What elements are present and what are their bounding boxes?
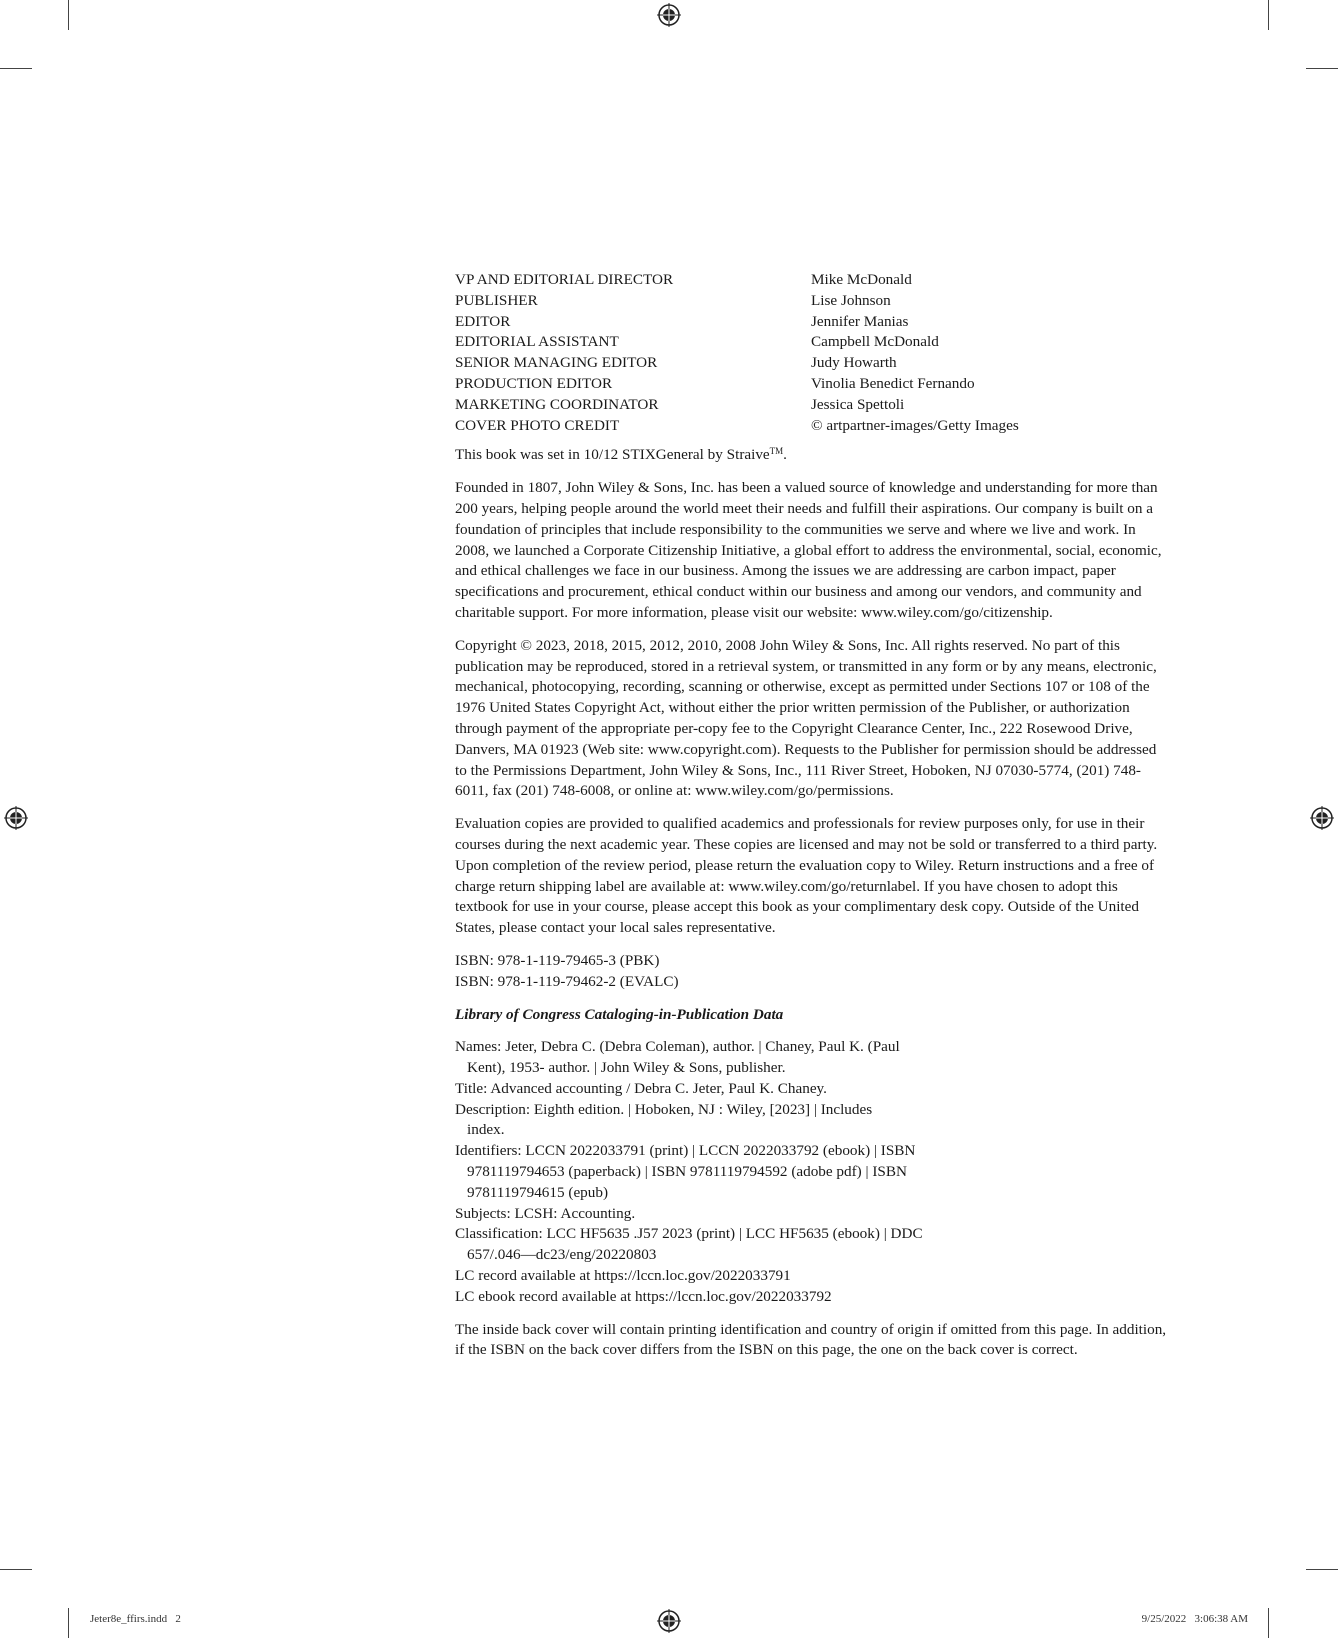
credit-role: EDITORIAL ASSISTANT	[455, 333, 619, 351]
evaluation-paragraph: Evaluation copies are provided to qualified academics and professionals for review purposes only, for use in their courses during the next academic year. These copies are licensed and may not be sold or transferred to a third party. Upon completion of the review period, please return the evaluation copy to Wiley. Return instructions and a free of charge return shipping label are available at: www.wiley.com/go/returnlabel. If you have chosen to adopt this textbook for use in your course, please accept this book as your complimentary desk copy. Outside of the United States, please contact your local sales representative.	[455, 815, 1158, 937]
crop-mark-top-right-h	[1306, 68, 1338, 69]
credit-name: Campbell McDonald	[811, 333, 939, 351]
crop-mark-bottom-left-h	[0, 1569, 32, 1570]
credit-role: EDITOR	[455, 312, 511, 330]
registration-mark-left-icon	[4, 806, 28, 830]
isbn-block	[455, 951, 1167, 993]
credit-role: PRODUCTION EDITOR	[455, 374, 613, 392]
cip-data	[455, 1037, 1167, 1307]
slug-file-name: Jeter8e_ffirs.indd 2	[90, 1613, 181, 1625]
credit-name: Lise Johnson	[811, 291, 891, 309]
back-cover-note: The inside back cover will contain printing identification and country of origin if omitted from this page. In addition, if the ISBN on the back cover differs from the ISBN on this page, the one on the back cover is correct.	[455, 1320, 1167, 1359]
copyright-paragraph: Copyright © 2023, 2018, 2015, 2012, 2010, 2008 John Wiley & Sons, Inc. All rights reserved. No part of this publication may be reproduced, stored in a retrieval system, or transmitted in any form or by any means, electronic, mechanical, photocopying, recording, scanning or otherwise, except as permitted under Sections 107 or 108 of the 1976 United States Copyright Act, without either the prior written permission of the Publisher, or authorization through payment of the appropriate per-copy fee to the Copyright Clearance Center, Inc., 222 Rosewood Drive, Danvers, MA 01923 (Web site: www.copyright.com). Requests to the Publisher for permission should be addressed to the Permissions Department, John Wiley & Sons, Inc., 111 River Street, Hoboken, NJ 07030-5774, (201) 748-6011, fax (201) 748-6008, or online at: www.wiley.com/go/permissions.	[455, 636, 1157, 800]
lc-heading: Library of Congress Cataloging-in-Publication Data	[455, 1005, 784, 1023]
credit-role: VP AND EDITORIAL DIRECTOR	[455, 271, 674, 288]
crop-mark-bottom-right-v	[1268, 1608, 1269, 1638]
cip-classification: Classification: LCC HF5635 .J57 2023 (print) | LCC HF5635 (ebook) | DDC 657/.046—dc23/eng/20220803	[455, 1225, 923, 1264]
cip-lc-record: LC record available at https://lccn.loc.gov/2022033791	[455, 1267, 791, 1285]
registration-mark-bottom-icon	[657, 1609, 681, 1633]
crop-mark-top-left-v	[68, 0, 69, 30]
crop-mark-bottom-left-v	[68, 1608, 69, 1638]
trademark-superscript: TM	[769, 446, 784, 457]
credit-name: Vinolia Benedict Fernando	[811, 374, 975, 392]
cip-names: Names: Jeter, Debra C. (Debra Coleman), author. | Chaney, Paul K. (Paul Kent), 1953- author. | John Wiley & Sons, publisher.	[455, 1038, 900, 1077]
credit-role: SENIOR MANAGING EDITOR	[455, 354, 658, 372]
copyright-page-content	[455, 270, 1167, 1373]
cip-title: Title: Advanced accounting / Debra C. Jeter, Paul K. Chaney.	[455, 1079, 827, 1097]
crop-mark-top-left-h	[0, 68, 32, 69]
credits-list	[455, 270, 1167, 436]
registration-mark-top-icon	[657, 3, 681, 27]
credit-role: PUBLISHER	[455, 291, 538, 309]
isbn-line: ISBN: 978-1-119-79465-3 (PBK)	[455, 951, 660, 969]
credit-role: COVER PHOTO CREDIT	[455, 416, 620, 434]
slug-timestamp: 9/25/2022 3:06:38 AM	[1141, 1613, 1248, 1625]
registration-mark-right-icon	[1310, 806, 1334, 830]
credit-name: Judy Howarth	[811, 354, 897, 372]
crop-mark-bottom-right-h	[1306, 1569, 1338, 1570]
credit-name: Jennifer Manias	[811, 312, 909, 330]
founded-paragraph: Founded in 1807, John Wiley & Sons, Inc. has been a valued source of knowledge and understanding for more than 200 years, helping people around the world meet their needs and fulfill their aspirations. Our company is built on a foundation of principles that include responsibility to the communities we serve and where we live and work. In 2008, we launched a Corporate Citizenship Initiative, a global effort to address the environmental, social, economic, and ethical challenges we face in our business. Among the issues we are addressing are carbon impact, paper specifications and procurement, ethical conduct within our business and among our vendors, and community and charitable support. For more information, please visit our website: www.wiley.com/go/citizenship.	[455, 479, 1162, 621]
credit-role: MARKETING COORDINATOR	[455, 395, 659, 413]
cip-lc-ebook-record: LC ebook record available at https://lccn.loc.gov/2022033792	[455, 1287, 832, 1305]
cip-identifiers: Identifiers: LCCN 2022033791 (print) | LCCN 2022033792 (ebook) | ISBN 9781119794653 (paperback) | ISBN 9781119794592 (adobe pdf) | ISBN 9781119794615 (epub)	[455, 1142, 916, 1201]
typeset-text: This book was set in 10/12 STIXGeneral by Straive	[455, 446, 770, 464]
cip-subjects: Subjects: LCSH: Accounting.	[455, 1204, 636, 1222]
isbn-line: ISBN: 978-1-119-79462-2 (EVALC)	[455, 972, 679, 990]
typeset-note	[455, 445, 1167, 466]
credit-name: © artpartner-images/Getty Images	[811, 416, 1019, 434]
credit-name: Jessica Spettoli	[811, 395, 905, 413]
cip-description: Description: Eighth edition. | Hoboken, NJ : Wiley, [2023] | Includes index.	[455, 1100, 873, 1139]
typeset-end: .	[783, 446, 787, 464]
crop-mark-top-right-v	[1268, 0, 1269, 30]
credit-name: Mike McDonald	[811, 271, 912, 288]
